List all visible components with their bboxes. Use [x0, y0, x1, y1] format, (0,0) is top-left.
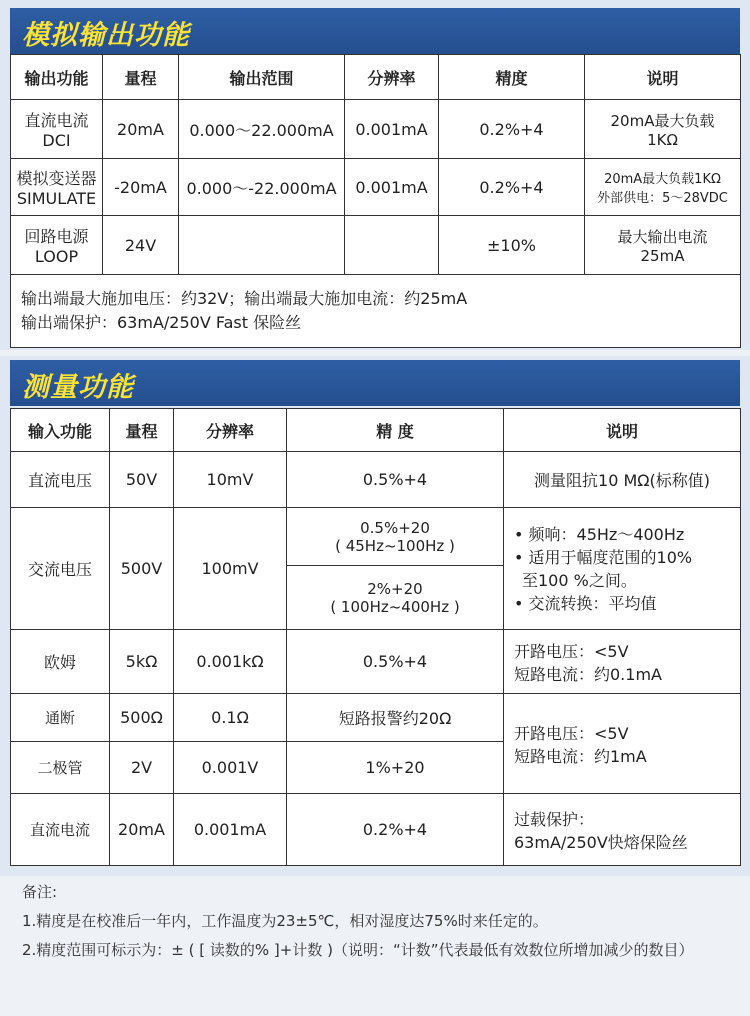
remarks-line: 2.精度范围可标示为：± ( [ 读数的% ]+计数 )（说明：“计数”代表最低有效数位所增加减少的数目）: [22, 941, 694, 959]
description-cell: 测量阻抗10 MΩ(标称值): [504, 452, 741, 508]
function-code: DCI: [42, 131, 71, 150]
accuracy-cell: 0.2%+4: [287, 794, 504, 866]
resolution-cell: 0.001mA: [174, 794, 287, 866]
output-spec-table: [10, 54, 741, 348]
description-cell: [504, 694, 741, 794]
table-row: [11, 452, 741, 508]
description-line: 20mA最大负载: [610, 111, 715, 130]
function-cell: [11, 216, 103, 275]
range-cell: 2V: [110, 742, 174, 794]
accuracy-value: 0.5%+20: [360, 518, 430, 537]
column-header: 输出功能: [11, 55, 103, 100]
measure-spec-table: [10, 408, 741, 866]
range-cell: 500V: [110, 508, 174, 630]
resolution-cell: 100mV: [174, 508, 287, 630]
column-header: 精度: [439, 55, 585, 100]
column-header: 精 度: [287, 409, 504, 452]
resolution-cell: 0.1Ω: [174, 694, 287, 742]
remarks: [22, 878, 734, 965]
function-label: 直流电流: [24, 111, 89, 130]
description-cell: [585, 159, 741, 216]
description-bullet: 至100 %之间。: [522, 570, 637, 590]
description-line: 短路电流：约1mA: [514, 746, 647, 766]
resolution-cell: 0.001kΩ: [174, 630, 287, 694]
function-label: 回路电源: [24, 227, 89, 246]
description-line: 开路电压：<5V: [514, 641, 629, 661]
function-cell: 直流电压: [11, 452, 110, 508]
description-cell: [504, 630, 741, 694]
column-header: 分辨率: [345, 55, 439, 100]
table-row: [11, 508, 741, 566]
function-label: 模拟变送器: [16, 169, 97, 188]
output-range-cell: [179, 216, 345, 275]
description-cell: [504, 794, 741, 866]
table-row: [11, 694, 741, 742]
output-section-title: 模拟输出功能: [22, 20, 190, 51]
description-line: 20mA最大负载1KΩ: [604, 172, 721, 187]
function-cell: 二极管: [11, 742, 110, 794]
column-header: 量程: [103, 55, 179, 100]
description-line: 外部供电：5～28VDC: [597, 191, 728, 206]
output-range-cell: 0.000～-22.000mA: [179, 159, 345, 216]
function-cell: 直流电流: [11, 794, 110, 866]
column-header: 输入功能: [11, 409, 110, 452]
accuracy-cell: 1%+20: [287, 742, 504, 794]
range-cell: 50V: [110, 452, 174, 508]
accuracy-cell: [287, 508, 504, 566]
description-bullet: • 频响：45Hz～400Hz: [514, 524, 685, 544]
remarks-title: 备注:: [22, 883, 58, 901]
measure-panel: [0, 356, 750, 876]
accuracy-cell: 0.2%+4: [439, 159, 585, 216]
accuracy-cell: 短路报警约20Ω: [287, 694, 504, 742]
range-cell: 24V: [103, 216, 179, 275]
column-header: 说明: [504, 409, 741, 452]
description-cell: [585, 100, 741, 159]
resolution-cell: [345, 216, 439, 275]
description-cell: [585, 216, 741, 275]
description-bullet: • 交流转换：平均值: [514, 593, 657, 613]
range-cell: 5kΩ: [110, 630, 174, 694]
description-bullet: • 适用于幅度范围的10%: [514, 547, 693, 567]
output-note-cell: [11, 275, 741, 348]
description-cell: [504, 508, 741, 630]
table-row: [11, 794, 741, 866]
accuracy-cell: ±10%: [439, 216, 585, 275]
column-header: 输出范围: [179, 55, 345, 100]
measure-banner: [10, 360, 740, 406]
function-cell: [11, 159, 103, 216]
range-cell: 20mA: [103, 100, 179, 159]
column-header: 说明: [585, 55, 741, 100]
accuracy-value: 2%+20: [367, 579, 423, 598]
description-line: 25mA: [640, 246, 685, 265]
frequency-range: ( 100Hz~400Hz ): [330, 597, 460, 616]
table-row: [11, 100, 741, 159]
output-panel: [0, 0, 750, 350]
function-cell: [11, 100, 103, 159]
description-line: 过载保护：: [514, 809, 595, 829]
description-line: 短路电流：约0.1mA: [514, 664, 662, 684]
function-code: LOOP: [34, 247, 79, 266]
range-cell: 500Ω: [110, 694, 174, 742]
accuracy-cell: 0.5%+4: [287, 630, 504, 694]
note-line: 输出端最大施加电压：约32V；输出端最大施加电流：约25mA: [21, 289, 468, 308]
accuracy-cell: 0.5%+4: [287, 452, 504, 508]
output-range-cell: 0.000～22.000mA: [179, 100, 345, 159]
note-row: [11, 275, 741, 348]
measure-section-title: 测量功能: [22, 372, 134, 403]
description-line: 开路电压：<5V: [514, 723, 629, 743]
function-cell: 欧姆: [11, 630, 110, 694]
table-row: [11, 159, 741, 216]
description-line: 1KΩ: [647, 130, 678, 149]
resolution-cell: 0.001mA: [345, 159, 439, 216]
resolution-cell: 0.001V: [174, 742, 287, 794]
frequency-range: ( 45Hz~100Hz ): [335, 536, 455, 555]
range-cell: -20mA: [103, 159, 179, 216]
function-cell: 通断: [11, 694, 110, 742]
remarks-line: 1.精度是在校准后一年内，工作温度为23±5℃，相对湿度达75%时来任定的。: [22, 912, 548, 930]
column-header: 量程: [110, 409, 174, 452]
output-banner: [10, 8, 740, 54]
resolution-cell: 10mV: [174, 452, 287, 508]
column-header: 分辨率: [174, 409, 287, 452]
resolution-cell: 0.001mA: [345, 100, 439, 159]
accuracy-cell: 0.2%+4: [439, 100, 585, 159]
description-line: 最大输出电流: [617, 227, 708, 246]
description-line: 63mA/250V快熔保险丝: [514, 832, 688, 852]
accuracy-cell: [287, 566, 504, 630]
table-header-row: [11, 55, 741, 100]
function-code: SIMULATE: [16, 189, 97, 208]
function-cell: 交流电压: [11, 508, 110, 630]
range-cell: 20mA: [110, 794, 174, 866]
table-row: [11, 216, 741, 275]
table-header-row: [11, 409, 741, 452]
table-row: [11, 630, 741, 694]
note-line: 输出端保护：63mA/250V Fast 保险丝: [21, 313, 302, 332]
